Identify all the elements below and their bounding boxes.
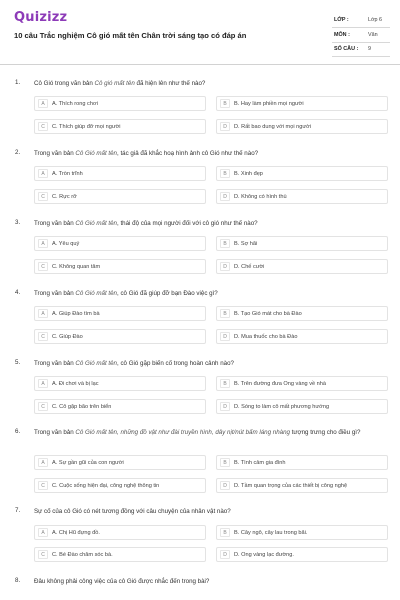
- question-text: Trong văn bản Cô Gió mất tên, tác giả đã khắc hoạ hình ảnh cô Gió như thế nào?: [34, 150, 259, 157]
- answer-option-b[interactable]: [216, 525, 388, 540]
- quizizz-logo: Quizizz: [14, 10, 68, 25]
- option-letter: B: [220, 309, 230, 318]
- option-text: D. Chế cười: [234, 263, 265, 270]
- option-text: A. Tròn trĩnh: [52, 170, 83, 177]
- answer-option-d[interactable]: [216, 189, 388, 204]
- question-number: 3.: [15, 219, 21, 226]
- option-text: C. Giúp Đào: [52, 333, 83, 340]
- option-text: C. Rực rỡ: [52, 193, 77, 200]
- answer-option-b[interactable]: [216, 376, 388, 391]
- option-letter: D: [220, 262, 230, 271]
- option-letter: B: [220, 239, 230, 248]
- option-letter: A: [38, 309, 48, 318]
- option-letter: B: [220, 99, 230, 108]
- answer-option-c[interactable]: [34, 399, 206, 414]
- option-text: B. Trên đường đưa Ong vàng về nhà: [234, 380, 327, 387]
- option-text: B. Sợ hãi: [234, 240, 258, 247]
- option-text: B. Cây ngô, cây lau trong bãi.: [234, 529, 308, 536]
- option-letter: A: [38, 528, 48, 537]
- question-text: Trong văn bản Cô Gió mất tên, cô Gió đã giúp đỡ bạn Đào việc gì?: [34, 290, 218, 297]
- option-text: D. Không có hình thù: [234, 193, 287, 200]
- page-title: 10 câu Trắc nghiệm Cô gió mất tên Chân trời sáng tạo có đáp án: [14, 31, 247, 40]
- answer-option-c[interactable]: [34, 329, 206, 344]
- answer-option-a[interactable]: [34, 455, 206, 470]
- option-text: B. Hay làm phiền mọi người: [234, 100, 304, 107]
- question-number: 8.: [15, 577, 21, 584]
- answer-option-d[interactable]: [216, 119, 388, 134]
- question-text: Sự cố của cô Gió có nét tương đồng với câu chuyện của nhân vật nào?: [34, 508, 231, 515]
- option-letter: C: [38, 122, 48, 131]
- meta-grade-label: LỚP :: [334, 17, 349, 23]
- option-text: C. Cô gặp bão trên biển: [52, 403, 112, 410]
- meta-count-label: SỐ CÂU :: [334, 46, 359, 52]
- answer-option-a[interactable]: [34, 96, 206, 111]
- question-text: Đâu không phải công việc của cô Gió được nhắc đến trong bài?: [34, 578, 210, 585]
- answer-option-d[interactable]: [216, 478, 388, 493]
- option-text: D. Tầm quan trọng của các thiết bị công nghệ: [234, 482, 348, 489]
- option-text: B. Tạo Gió mát cho bà Đào: [234, 310, 302, 317]
- option-text: D. Rất bao dung với mọi người: [234, 123, 311, 130]
- answer-option-b[interactable]: [216, 306, 388, 321]
- option-text: A. Đi chơi và bị lạc: [52, 380, 99, 387]
- option-text: C. Thích giúp đỡ mọi người: [52, 123, 121, 130]
- option-letter: D: [220, 402, 230, 411]
- answer-option-b[interactable]: [216, 455, 388, 470]
- option-letter: C: [38, 550, 48, 559]
- answer-option-a[interactable]: [34, 236, 206, 251]
- option-letter: D: [220, 122, 230, 131]
- answer-option-a[interactable]: [34, 376, 206, 391]
- answer-option-b[interactable]: [216, 96, 388, 111]
- question-text: Trong văn bản Cô Gió mất tên, những đồ vật như đài truyền hình, dây nịt/nút bấm láng nhàng tượng trưng cho điều gì?: [34, 429, 361, 436]
- answer-option-c[interactable]: [34, 119, 206, 134]
- meta-subject-label: MÔN :: [334, 32, 350, 38]
- answer-option-a[interactable]: [34, 525, 206, 540]
- option-letter: C: [38, 192, 48, 201]
- option-letter: D: [220, 550, 230, 559]
- option-letter: C: [38, 481, 48, 490]
- option-text: D. Sóng to làm cô mất phương hướng: [234, 403, 330, 410]
- answer-option-c[interactable]: [34, 259, 206, 274]
- answer-option-a[interactable]: [34, 166, 206, 181]
- answer-option-d[interactable]: [216, 329, 388, 344]
- option-letter: B: [220, 169, 230, 178]
- option-letter: B: [220, 458, 230, 467]
- meta-grade-value: Lớp 6: [368, 17, 383, 23]
- answer-option-d[interactable]: [216, 399, 388, 414]
- option-letter: A: [38, 169, 48, 178]
- question-number: 5.: [15, 359, 21, 366]
- answer-option-b[interactable]: [216, 166, 388, 181]
- option-letter: A: [38, 99, 48, 108]
- answer-option-d[interactable]: [216, 259, 388, 274]
- option-text: A. Thích rong chơi: [52, 100, 98, 107]
- meta-grade: [332, 14, 390, 28]
- option-letter: B: [220, 528, 230, 537]
- option-letter: A: [38, 239, 48, 248]
- option-letter: C: [38, 262, 48, 271]
- option-text: D. Ong vàng lạc đường.: [234, 551, 294, 558]
- option-letter: A: [38, 458, 48, 467]
- answer-option-b[interactable]: [216, 236, 388, 251]
- meta-count-value: 9: [368, 46, 371, 52]
- option-text: A. Chị Hũ đựng đồ.: [52, 529, 100, 536]
- option-letter: D: [220, 332, 230, 341]
- option-letter: C: [38, 332, 48, 341]
- answer-option-d[interactable]: [216, 547, 388, 562]
- header-divider: [0, 64, 400, 65]
- option-text: B. Xinh đẹp: [234, 170, 263, 177]
- option-text: D. Mua thuốc cho bà Đào: [234, 333, 298, 340]
- question-text: Trong văn bản Cô Gió mất tên, thái độ của mọi người đối với cô gió như thế nào?: [34, 220, 258, 227]
- meta-count: [332, 43, 390, 57]
- option-text: C. Cuộc sống hiện đại, công nghệ thông tin: [52, 482, 160, 489]
- answer-option-a[interactable]: [34, 306, 206, 321]
- meta-subject-value: Văn: [368, 32, 378, 38]
- option-letter: D: [220, 192, 230, 201]
- question-number: 4.: [15, 289, 21, 296]
- question-number: 7.: [15, 507, 21, 514]
- question-text: Cô Gió trong văn bản Cô gió mất tên đã hiện lên như thế nào?: [34, 80, 206, 87]
- option-text: A. Sự gần gũi của con người: [52, 459, 124, 466]
- worksheet-header: [0, 0, 400, 62]
- option-letter: B: [220, 379, 230, 388]
- option-letter: D: [220, 481, 230, 490]
- answer-option-c[interactable]: [34, 189, 206, 204]
- option-text: C. Bé Đào chăm sóc bà.: [52, 551, 113, 558]
- answer-option-c[interactable]: [34, 547, 206, 562]
- option-text: B. Tình cảm gia đình: [234, 459, 286, 466]
- question-number: 1.: [15, 79, 21, 86]
- option-text: A. Giúp Đào tìm bà: [52, 310, 100, 317]
- question-text: Trong văn bản Cô Gió mất tên, cô Gió gặp biến cố trong hoàn cảnh nào?: [34, 360, 234, 367]
- option-letter: C: [38, 402, 48, 411]
- question-number: 2.: [15, 149, 21, 156]
- answer-option-c[interactable]: [34, 478, 206, 493]
- option-letter: A: [38, 379, 48, 388]
- option-text: A. Yêu quý: [52, 240, 80, 247]
- question-number: 6.: [15, 428, 21, 435]
- meta-subject: [332, 29, 390, 43]
- option-text: C. Không quan tâm: [52, 263, 101, 270]
